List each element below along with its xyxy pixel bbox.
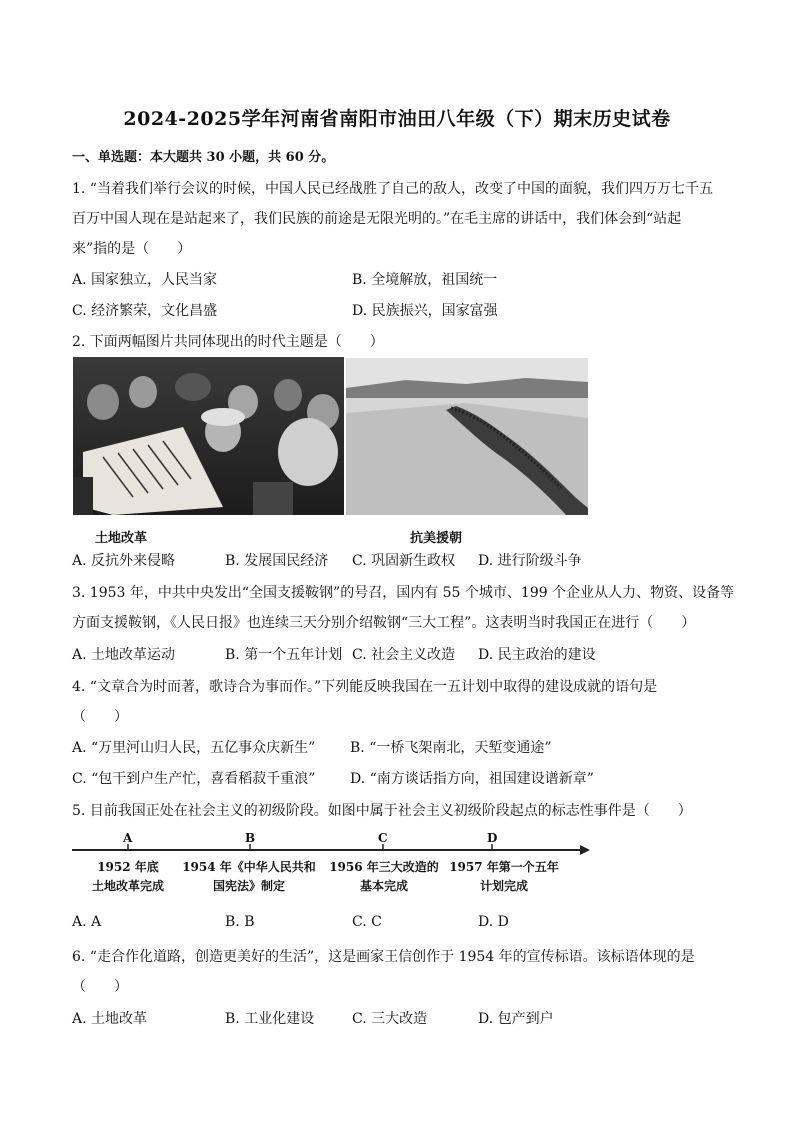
q4-stem-line1: 4. “文章合为时而著，歌诗合为事而作。”下列能反映我国在一五计划中取得的建设成就的语句是 [72, 679, 658, 695]
q6-stem-line1: 6. “走合作化道路，创造更美好的生活”，这是画家王信创作于 1954 年的宣传标语。该标语体现的是 [72, 949, 695, 965]
land-reform-photo [73, 357, 344, 515]
q2-stem: 2. 下面两幅图片共同体现出的时代主题是（ ） [72, 334, 384, 350]
q2-option-a: A. 反抗外来侵略 [72, 553, 176, 569]
q1-stem-line2: 百万中国人现在是站起来了，我们民族的前途是无限光明的。”在毛主席的讲话中，我们体会到“站起 [72, 211, 682, 227]
timeline-axis [72, 842, 592, 856]
q3-option-b: B. 第一个五年计划 [225, 647, 343, 663]
q1-option-a: A. 国家独立，人民当家 [72, 272, 218, 288]
q3-option-a: A. 土地改革运动 [72, 647, 176, 663]
q6-option-a: A. 土地改革 [72, 1011, 148, 1027]
q5-option-b: B. B [225, 914, 255, 930]
q1-option-b: B. 全境解放，祖国统一 [352, 272, 498, 288]
korean-war-photo [346, 358, 588, 515]
timeline-label-a: A [123, 831, 133, 845]
q5-option-d: D. D [478, 914, 509, 930]
q4-option-b: B. “一桥飞架南北，天堑变通途” [350, 740, 552, 756]
q6-option-b: B. 工业化建设 [225, 1011, 315, 1027]
q1-option-c: C. 经济繁荣，文化昌盛 [72, 303, 218, 319]
caption-korean-war: 抗美援朝 [410, 531, 463, 546]
q6-option-d: D. 包产到户 [478, 1011, 554, 1027]
timeline-event-a [78, 858, 178, 896]
q3-stem-line1: 3. 1953 年，中共中央发出“全国支援鞍钢”的号召，国内有 55 个城市、199 个企业从人力、物资、设备等 [72, 585, 735, 601]
timeline-event-c [324, 858, 444, 896]
timeline-label-b: B [245, 831, 256, 845]
q3-stem-line2: 方面支援鞍钢，《人民日报》也连续三天分别介绍鞍钢“三大工程”。这表明当时我国正在进行（ ） [72, 615, 696, 631]
q5-option-c: C. C [352, 914, 382, 930]
timeline-event-b [178, 858, 320, 896]
timeline-label-c: C [378, 831, 388, 845]
q5-option-a: A. A [72, 914, 102, 930]
q3-option-c: C. 社会主义改造 [352, 647, 456, 663]
q4-option-c: C. “包干到户生产忙，喜看稻菽千重浪” [72, 771, 316, 787]
q6-stem-line2: （ ） [72, 979, 128, 995]
q6-option-c: C. 三大改造 [352, 1011, 428, 1027]
caption-land-reform: 土地改革 [95, 531, 148, 546]
timeline-event-b-line2: 国宪法》制定 [212, 879, 285, 893]
timeline-event-a-line1: 1952 年底 [97, 860, 159, 874]
q2-option-d: D. 进行阶级斗争 [478, 553, 582, 569]
timeline-event-d-line1: 1957 年第一个五年 [449, 860, 559, 874]
q1-stem-line1: 1. “当着我们举行会议的时候，中国人民已经战胜了自己的敌人，改变了中国的面貌，我们四万万七千五 [72, 181, 713, 197]
exam-title: 2024-2025学年河南省南阳市油田八年级（下）期末历史试卷 [123, 108, 671, 130]
q5-stem: 5. 目前我国正处在社会主义的初级阶段。如图中属于社会主义初级阶段起点的标志性事件是（ ） [72, 803, 692, 819]
timeline-event-d-line2: 计划完成 [479, 879, 528, 893]
timeline-event-d [444, 858, 564, 896]
q4-stem-line2: （ ） [72, 709, 128, 725]
q2-option-c: C. 巩固新生政权 [352, 553, 456, 569]
q4-option-d: D. “南方谈话指方向，祖国建设谱新章” [350, 771, 594, 787]
q1-option-d: D. 民族振兴，国家富强 [352, 303, 498, 319]
timeline-event-c-line1: 1956 年三大改造的 [329, 860, 439, 874]
q3-option-d: D. 民主政治的建设 [478, 647, 596, 663]
q4-option-a: A. “万里河山归人民，五亿事众庆新生” [72, 740, 316, 756]
timeline-label-d: D [487, 831, 498, 845]
q1-stem-line3: 来”指的是（ ） [72, 241, 192, 257]
timeline-event-c-line2: 基本完成 [359, 879, 408, 893]
section-heading: 一、单选题：本大题共 30 小题，共 60 分。 [72, 150, 335, 165]
timeline-event-b-line1: 1954 年《中华人民共和 [182, 860, 316, 874]
q2-option-b: B. 发展国民经济 [225, 553, 329, 569]
timeline-event-a-line2: 土地改革完成 [91, 879, 164, 893]
